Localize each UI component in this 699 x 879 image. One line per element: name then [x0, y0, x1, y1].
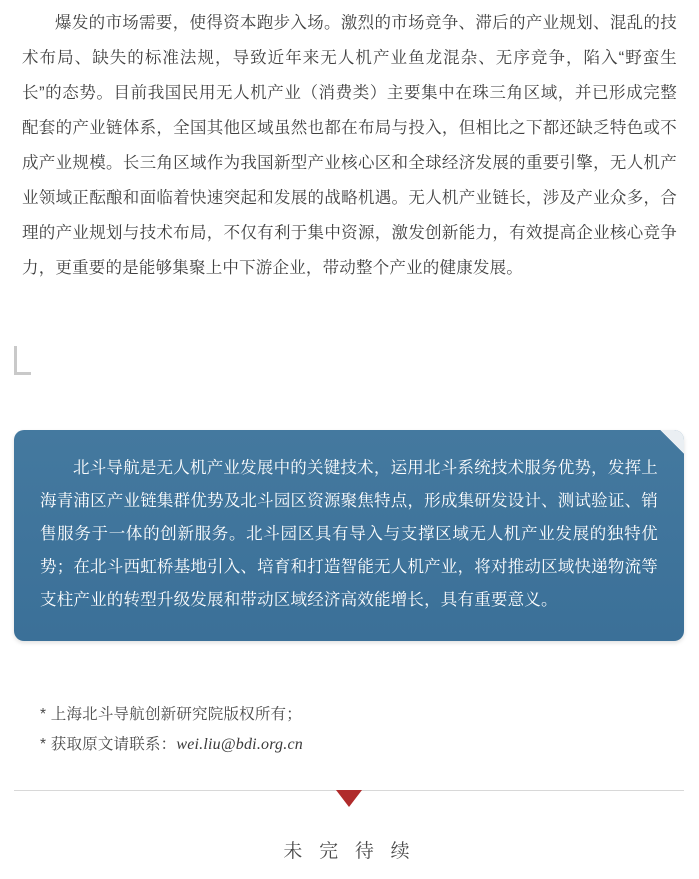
contact-note-label: * 获取原文请联系：: [40, 736, 177, 753]
section-divider: [14, 790, 684, 820]
article-paragraph: 爆发的市场需要，使得资本跑步入场。激烈的市场竞争、滞后的产业规划、混乱的技术布局、缺失的标准法规，导致近年来无人机产业鱼龙混杂、无序竞争，陷入“野蛮生长”的态势。目前我国民用无人机产业（消费类）主要集中在珠三角区域，并已形成完整配套的产业链体系，全国其他区域虽然也都在布局与投入，但相比之下都还缺乏特色或不成产业规模。长三角区域作为我国新型产业核心区和全球经济发展的重要引擎，无人机产业领域正酝酿和面临着快速突起和发展的战略机遇。无人机产业链长，涉及产业众多，合理的产业规划与技术布局，不仅有利于集中资源，激发创新能力，有效提高企业核心竞争力，更重要的是能够集聚上中下游企业，带动整个产业的健康发展。: [22, 14, 677, 277]
callout-container: [14, 430, 684, 641]
contact-note: [40, 730, 660, 760]
article-section: [0, 0, 699, 286]
copyright-note: * 上海北斗导航创新研究院版权所有；: [40, 706, 302, 723]
corner-bracket-decoration: [14, 346, 31, 375]
triangle-marker-icon: [336, 790, 362, 807]
folded-corner-icon: [660, 430, 684, 454]
footnotes: [40, 700, 660, 760]
callout-card: [14, 430, 684, 641]
to-be-continued-label: 未 完 待 续: [283, 841, 416, 862]
callout-paragraph: 北斗导航是无人机产业发展中的关键技术，运用北斗系统技术服务优势，发挥上海青浦区产业链集群优势及北斗园区资源聚焦特点，形成集研发设计、测试验证、销售服务于一体的创新服务。北斗园区具有导入与支撑区域无人机产业发展的独特优势；在北斗西虹桥基地引入、培育和打造智能无人机产业，将对推动区域快递物流等支柱产业的转型升级发展和带动区域经济高效能增长，具有重要意义。: [40, 459, 658, 609]
contact-email[interactable]: wei.liu@bdi.org.cn: [176, 736, 303, 753]
